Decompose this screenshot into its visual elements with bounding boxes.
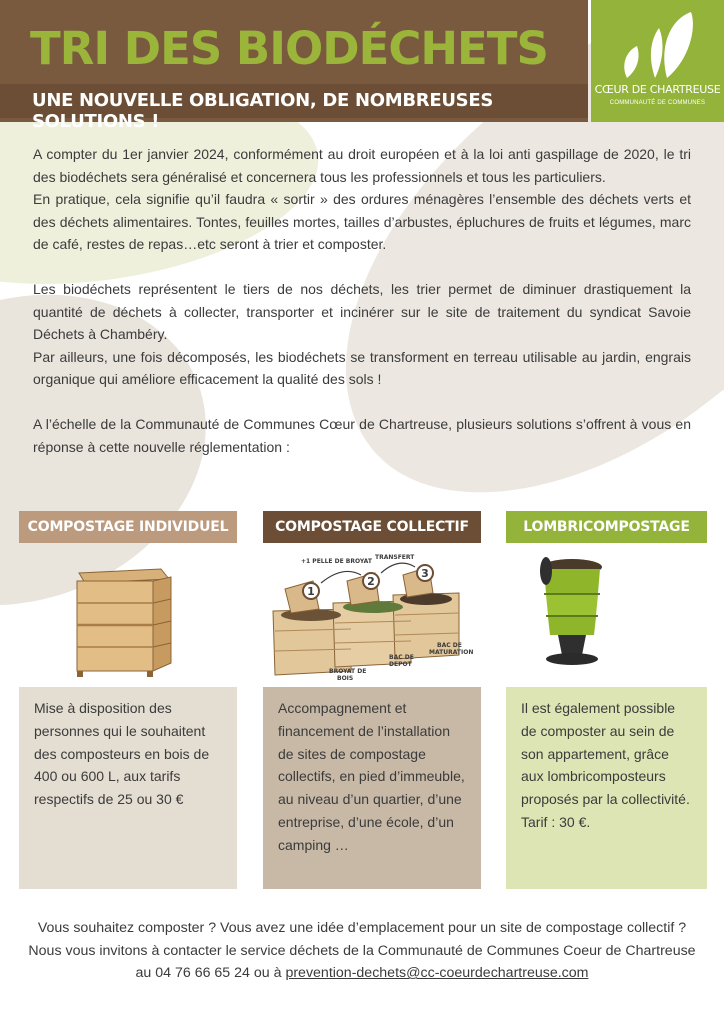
footer-contact bbox=[20, 917, 704, 985]
label-broyat-2: BOIS bbox=[337, 675, 354, 681]
subtitle-band bbox=[0, 84, 588, 132]
email-link[interactable]: prevention-dechets@cc-coeurdechartreuse.com bbox=[285, 965, 589, 982]
step-1-label: 1 bbox=[307, 585, 315, 598]
logo-leaf-icon bbox=[619, 8, 697, 82]
page-title: TRI DES BIODÉCHETS bbox=[30, 22, 548, 75]
intro-text bbox=[33, 143, 691, 458]
wooden-composter-image bbox=[19, 551, 237, 681]
step-3-label: 3 bbox=[421, 567, 429, 580]
label-pelle: +1 PELLE DE BROYAT bbox=[301, 558, 372, 565]
logo-name: CŒUR DE CHARTREUSE bbox=[594, 83, 721, 96]
header-banner bbox=[0, 0, 588, 132]
column-text bbox=[506, 687, 707, 889]
label-bac-maturation-1: BAC DE bbox=[437, 642, 462, 649]
tarif: Tarif : 30 €. bbox=[521, 813, 591, 830]
column-individual bbox=[19, 511, 237, 808]
paragraph: En pratique, cela signifie qu’il faudra « sortir » des ordures ménagères l’ensemble des déchets verts et des déchets alimentaires. Tontes, feuilles mortes, tailles d’arbustes, épluchures de fruits et légumes, marc de café, restes de repas…etc seront à trier et composter. bbox=[33, 191, 691, 253]
collective-composting-diagram bbox=[263, 551, 481, 681]
column-vermicompost bbox=[506, 511, 707, 830]
logo bbox=[591, 0, 724, 122]
logo-subtitle: COMMUNAUTÉ DE COMMUNES bbox=[609, 100, 706, 106]
label-transfert: TRANSFERT bbox=[375, 554, 415, 561]
vermicomposter-image bbox=[506, 551, 707, 681]
column-heading: COMPOSTAGE COLLECTIF bbox=[263, 511, 481, 543]
paragraph: Par ailleurs, une fois décomposés, les biodéchets se transforment en terreau utilisable au jardin, engrais organique qui améliore efficacement la qualité des sols ! bbox=[33, 348, 691, 388]
column-heading: COMPOSTAGE INDIVIDUEL bbox=[19, 511, 237, 543]
paragraph: A l’échelle de la Communauté de Communes Cœur de Chartreuse, plusieurs solutions s’offrent à vous en réponse à cette nouvelle réglementation : bbox=[33, 415, 691, 455]
label-bac-maturation-2: MATURATION bbox=[429, 649, 474, 656]
label-bac-depot-2: DEPOT bbox=[389, 661, 412, 668]
label-bac-depot-1: BAC DE bbox=[389, 654, 414, 661]
column-heading: LOMBRICOMPOSTAGE bbox=[506, 511, 707, 543]
footer-text: Vous souhaitez composter ? Vous avez une idée d’emplacement pour un site de compostage collectif ? Nous vous invitons à contacter le service déchets de la Communauté de Communes Coeur de Chartreuse au 04 76 66 65 24 ou à bbox=[28, 920, 696, 982]
column-text: Accompagnement et financement de l’installation de sites de compostage collectifs, en pied d’immeuble, au niveau d’un quartier, d’une entreprise, d’une école, d’un camping … bbox=[263, 687, 481, 889]
column-collective bbox=[263, 511, 481, 853]
column-text-body: Il est également possible de composter au sein de son appartement, grâce aux lombricomposteurs proposés par la collectivité. bbox=[521, 700, 690, 808]
paragraph: A compter du 1er janvier 2024, conformément au droit européen et à la loi anti gaspillage de 2020, le tri des biodéchets sera généralisé et concernera tous les professionnels et tous les particuliers. bbox=[33, 146, 691, 185]
label-broyat-1: BROYAT DE bbox=[329, 668, 367, 675]
step-2-label: 2 bbox=[367, 575, 375, 588]
paragraph: Les biodéchets représentent le tiers de nos déchets, les trier permet de diminuer drastiquement la quantité de déchets à collecter, transporter et incinérer sur le site de traitement du syndicat Savoie Déchets à Chambéry. bbox=[33, 280, 691, 343]
page-subtitle: UNE NOUVELLE OBLIGATION, DE NOMBREUSES SOLUTIONS ! bbox=[32, 90, 493, 132]
column-text: Mise à disposition des personnes qui le souhaitent des composteurs en bois de 400 ou 600 L, aux tarifs respectifs de 25 ou 30 € bbox=[19, 687, 237, 889]
